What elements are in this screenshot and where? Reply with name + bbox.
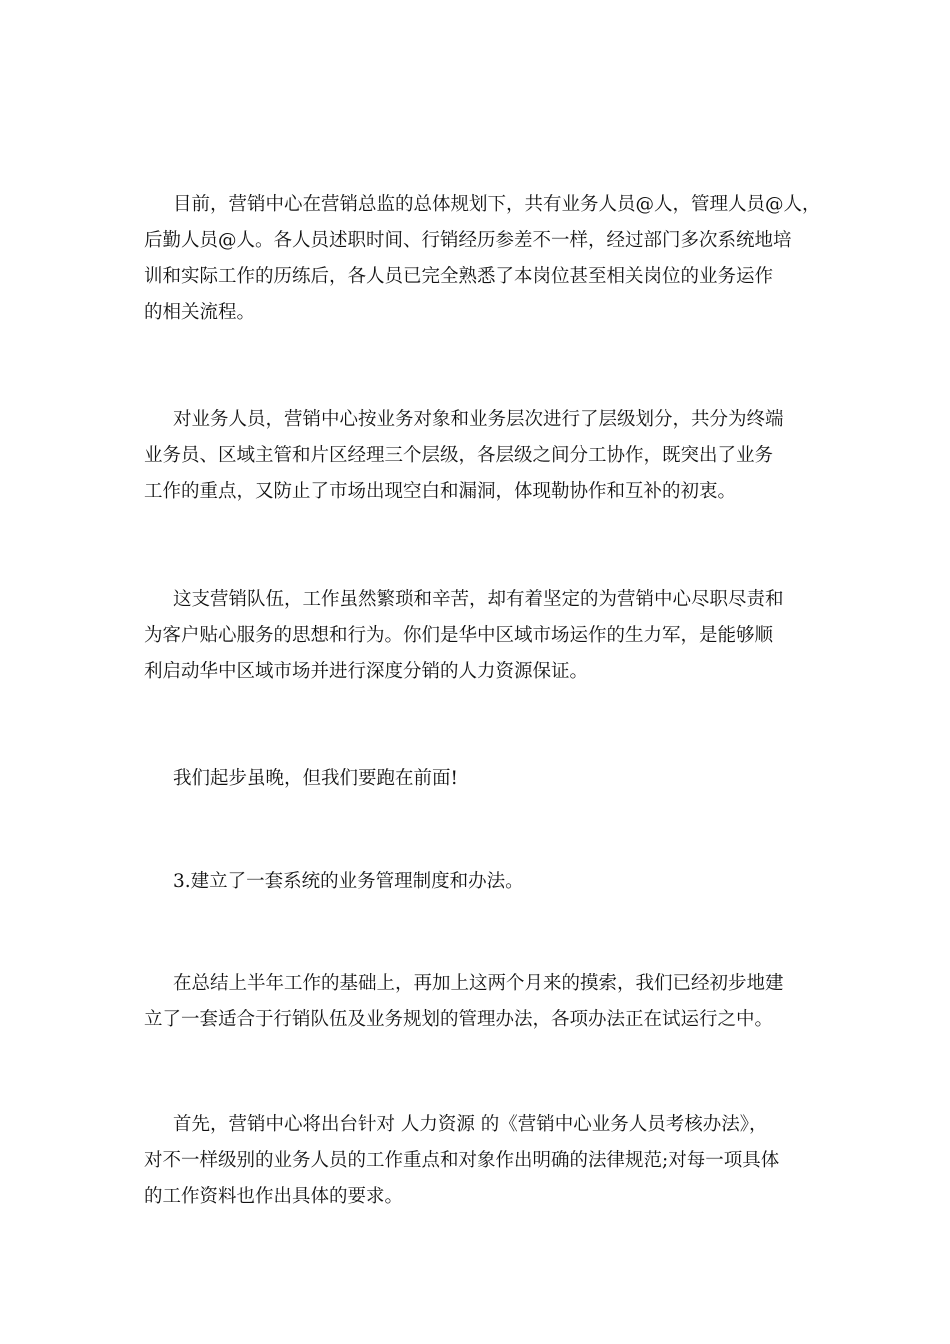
text-line: 的工作资料也作出具体的要求。 [144, 1186, 404, 1207]
text-line: 工作的重点，又防止了市场出现空白和漏洞，体现勒协作和互补的初衷。 [144, 481, 737, 502]
text-line: 为客户贴心服务的思想和行为。你们是华中区域市场运作的生力军，是能够顺 [144, 625, 774, 646]
text-line: 3.建立了一套系统的业务管理制度和办法。 [173, 871, 524, 892]
paragraph-tier-division [144, 402, 824, 510]
text-line: 首先，营销中心将出台针对 人力资源 的《营销中心业务人员考核办法》， [173, 1114, 768, 1135]
text-line: 在总结上半年工作的基础上，再加上这两个月来的摸索，我们已经初步地建 [173, 973, 784, 994]
paragraph-management-methods [144, 966, 824, 1038]
text-line: 我们起步虽晚，但我们要跑在前面! [173, 768, 458, 789]
text-line: 训和实际工作的历练后，各人员已完全熟悉了本岗位甚至相关岗位的业务运作 [144, 266, 774, 287]
text-line: 立了一套适合于行销队伍及业务规划的管理办法，各项办法正在试运行之中。 [144, 1009, 774, 1030]
paragraph-team-spirit [144, 582, 824, 690]
text-line: 目前，营销中心在营销总监的总体规划下，共有业务人员@人，管理人员@人， [173, 194, 821, 215]
text-line: 业务员、区域主管和片区经理三个层级，各层级之间分工协作，既突出了业务 [144, 445, 774, 466]
section-heading-management-system [144, 864, 824, 900]
paragraph-slogan [144, 761, 824, 797]
paragraph-assessment-rules [144, 1107, 824, 1215]
text-line: 利启动华中区域市场并进行深度分销的人力资源保证。 [144, 661, 589, 682]
text-line: 这支营销队伍，工作虽然繁琐和辛苦，却有着坚定的为营销中心尽职尽责和 [173, 589, 784, 610]
text-line: 的相关流程。 [144, 302, 256, 323]
text-line: 后勤人员@人。各人员述职时间、行销经历参差不一样，经过部门多次系统地培 [144, 230, 792, 251]
text-line: 对业务人员，营销中心按业务对象和业务层次进行了层级划分，共分为终端 [173, 409, 784, 430]
text-line: 对不一样级别的业务人员的工作重点和对象作出明确的法律规范;对每一项具体 [144, 1150, 780, 1171]
paragraph-staffing-overview [144, 187, 824, 331]
